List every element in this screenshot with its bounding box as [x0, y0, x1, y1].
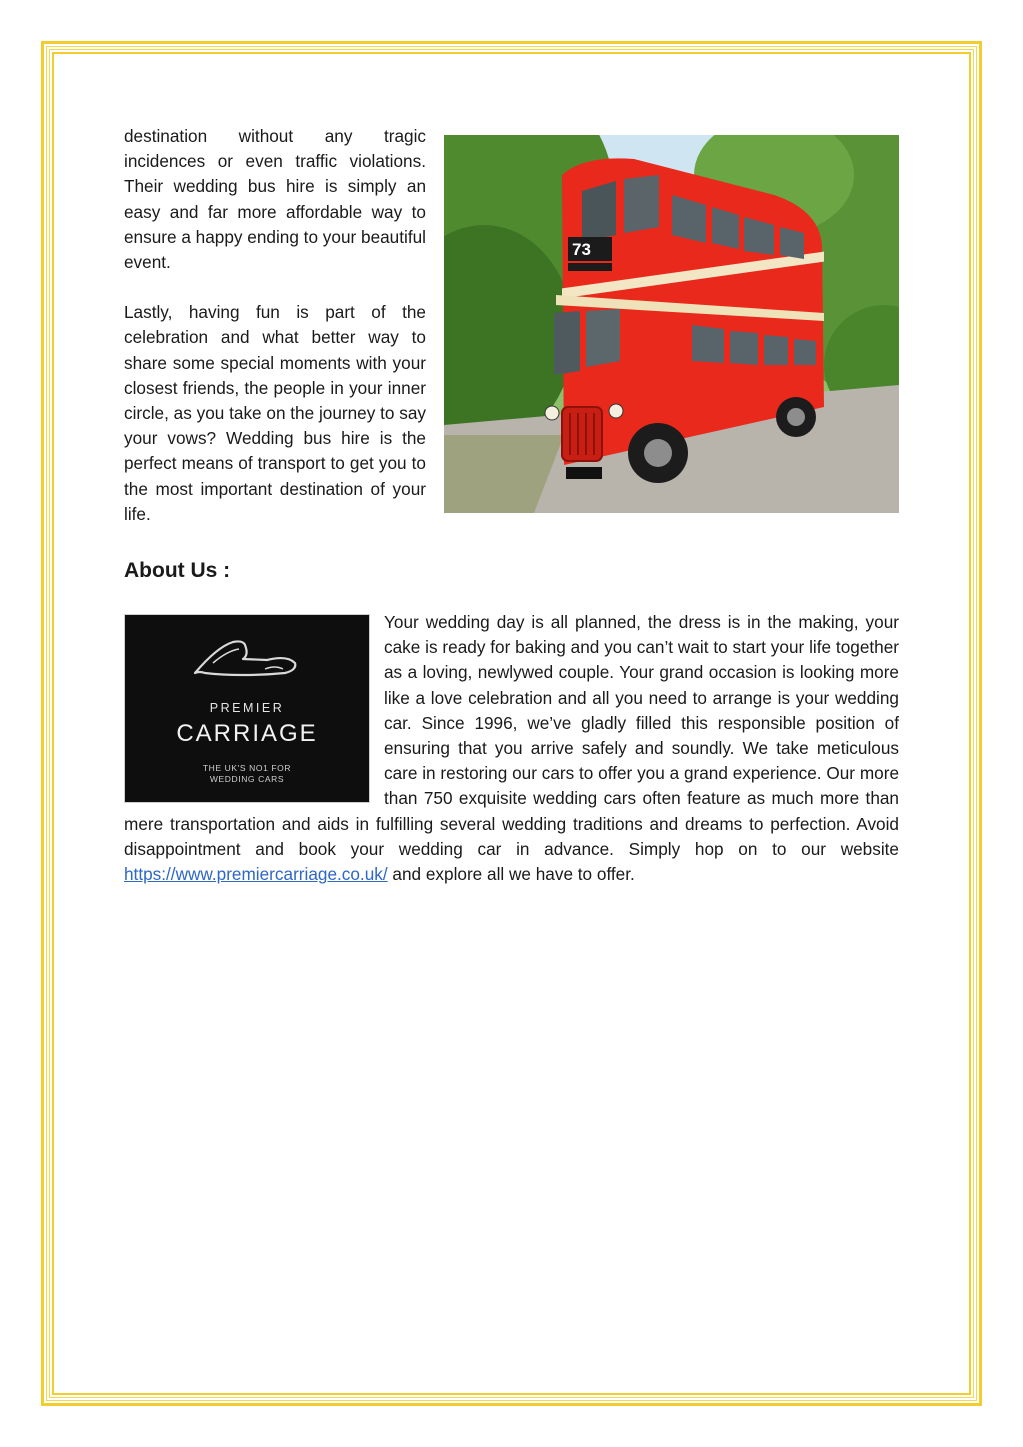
logo-brand-top: PREMIER	[209, 701, 285, 715]
intro-text-column	[124, 124, 426, 552]
premier-carriage-logo	[124, 614, 370, 803]
logo-tagline-1: THE UK'S NO1 FOR	[202, 763, 292, 773]
about-us-heading: About Us :	[124, 559, 231, 582]
logo-brand-main: CARRIAGE	[176, 720, 318, 747]
bus-route-number: 73	[572, 240, 591, 259]
red-double-decker-bus-photo	[444, 135, 899, 513]
logo-tagline-2: WEDDING CARS	[209, 774, 285, 784]
about-us-section	[124, 610, 899, 887]
car-outline-icon	[195, 641, 295, 675]
intro-paragraph-2: Lastly, having fun is part of the celebration and what better way to share some special moments with your closest friends, the people in your inner circle, as you take on the journey to say your vows? Wedding bus hire is the perfect means of transport to get you to the most important destination of your life.	[124, 302, 426, 524]
intro-paragraph-1: destination without any tragic incidences or even traffic violations. Their wedding bus hire is simply an easy and far more affordable way to ensure a happy ending to your beautiful event.	[124, 126, 426, 273]
about-text-main: Your wedding day is all planned, the dress is in the making, your cake is ready for baking and you can’t wait to start your life together as a loving, newlywed couple. Your grand occasion is looking more like a love celebration and all you need to arrange is your wedding car. Since 1996, we’ve gladly filled this responsible position of ensuring that you arrive safely and soundly. We take meticulous care in restoring our cars to offer you a grand experience. Our more than 750 exquisite wedding cars often feature as much more than mere transportation and aids in fulfilling several wedding traditions and dreams to perfection. Avoid disappointment and book your wedding car in advance. Simply hop on to our website	[124, 612, 899, 859]
about-text-tail: and explore all we have to offer.	[387, 864, 635, 885]
website-link[interactable]: https://www.premiercarriage.co.uk/	[124, 864, 388, 885]
